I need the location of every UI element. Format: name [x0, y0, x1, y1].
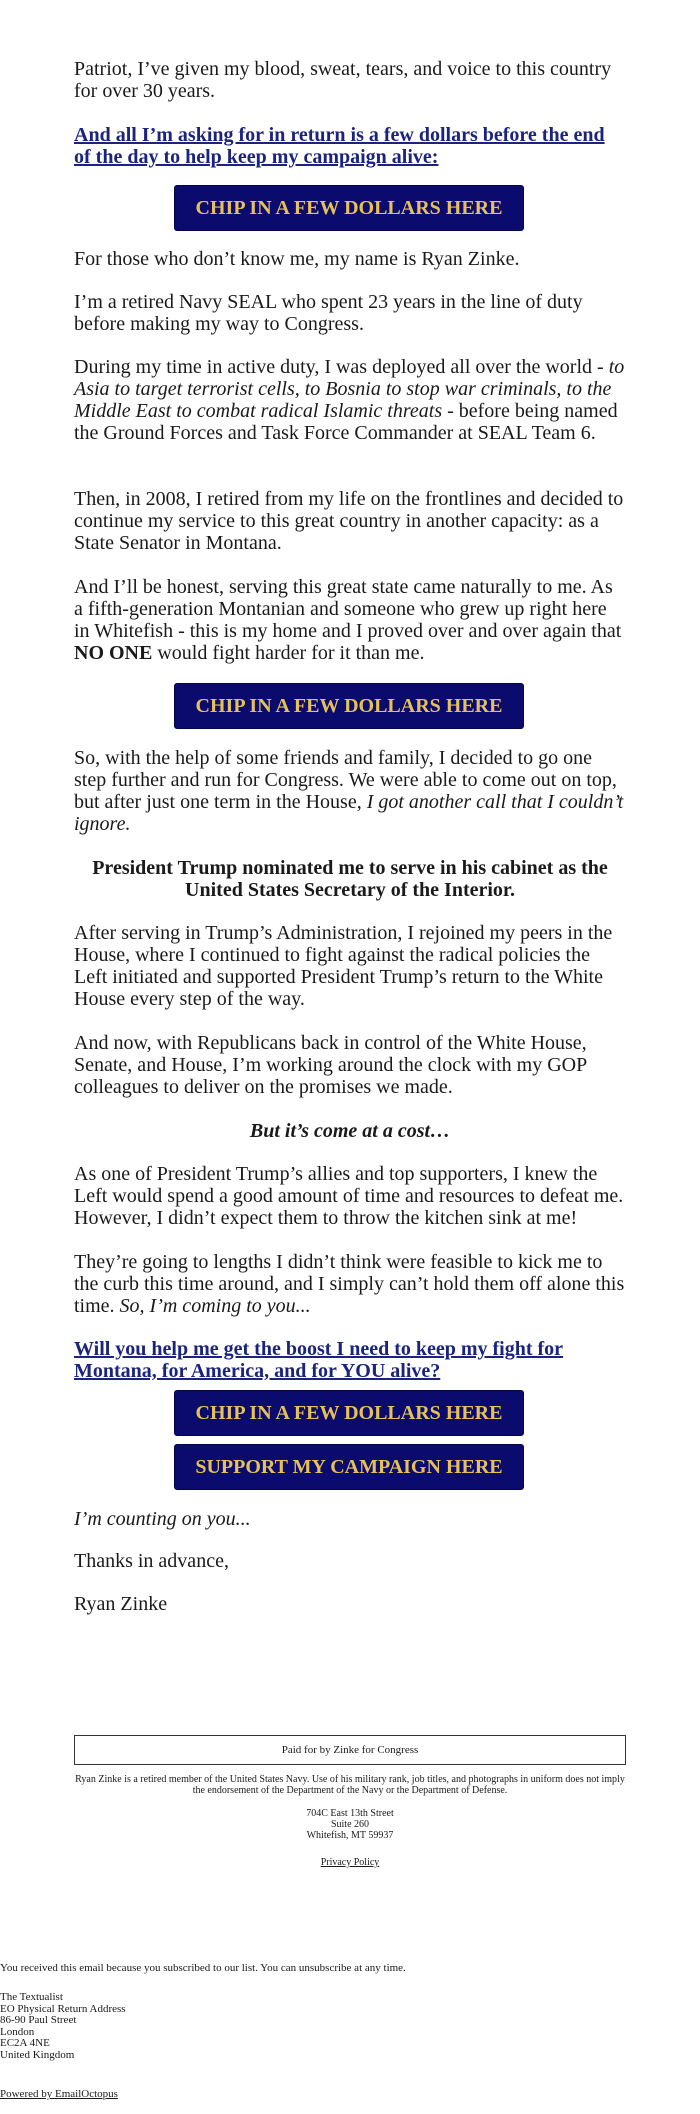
congress-text: So, with the help of some friends and family, I decided to go one step further and run for Congress. We were able to come out on top, but after just one term in the House,: [74, 747, 617, 813]
subscription-notice: You received this email because you subscribed to our list. You can unsubscribe at any time.: [0, 1962, 406, 1974]
chip-in-button-3[interactable]: CHIP IN A FEW DOLLARS HERE: [174, 1390, 524, 1436]
lengths-italic: So, I’m coming to you...: [119, 1295, 311, 1317]
intro-paragraph: Patriot, I’ve given my blood, sweat, tears, and voice to this country for over 30 years.: [74, 58, 612, 102]
lengths-paragraph: [74, 1251, 626, 1317]
privacy-wrapper: [74, 1857, 626, 1868]
address-line: 704C East 13th Street: [306, 1808, 394, 1819]
address-line: Whitefish, MT 59937: [306, 1830, 394, 1841]
allies-paragraph: As one of President Trump’s allies and top supporters, I knew the Left would spend a good amount of time and resources to defeat me. However, I didn’t expect them to throw the kitchen sink at me!: [74, 1163, 624, 1229]
privacy-policy-link[interactable]: Privacy Policy: [320, 1857, 380, 1868]
navy-seal-paragraph: I’m a retired Navy SEAL who spent 23 years in the line of duty before making my way to Congress.: [74, 291, 583, 335]
deployment-italic: to Asia to target terrorist cells, to Bosnia to stop war criminals, to the Middle East to combat radical Islamic threats: [74, 356, 625, 422]
ask-link-2[interactable]: Will you help me get the boost I need to keep my fight for Montana, for America, and for YOU alive?: [74, 1338, 564, 1382]
campaign-address: [74, 1808, 626, 1841]
sender-line: 86-90 Paul Street: [0, 2014, 77, 2026]
chip-in-button-2[interactable]: CHIP IN A FEW DOLLARS HERE: [174, 683, 524, 729]
chip-in-button-1[interactable]: CHIP IN A FEW DOLLARS HERE: [174, 185, 524, 231]
address-line: Suite 260: [330, 1819, 370, 1830]
support-campaign-button[interactable]: SUPPORT MY CAMPAIGN HERE: [174, 1444, 524, 1490]
retirement-paragraph: Then, in 2008, I retired from my life on the frontlines and decided to continue my service to this great country in another capacity: as a State Senator in Montana.: [74, 488, 624, 554]
sender-line: The Textualist: [0, 1991, 63, 2003]
sender-line: London: [0, 2025, 35, 2038]
cabinet-heading: President Trump nominated me to serve in his cabinet as the United States Secretary of the Interior.: [92, 857, 608, 901]
sender-line: United Kingdom: [0, 2048, 75, 2061]
paid-for-box: Paid for by Zinke for Congress: [74, 1735, 626, 1765]
sender-line: EO Physical Return Address: [0, 2002, 126, 2015]
powered-by-wrapper: [0, 2089, 118, 2101]
thanks-line: Thanks in advance,: [74, 1550, 229, 1572]
counting-line: I’m counting on you...: [74, 1508, 251, 1530]
congress-italic: I got another call that I couldn’t ignore.: [74, 791, 624, 835]
sender-line: EC2A 4NE: [0, 2037, 50, 2049]
disclaimer-text: Ryan Zinke is a retired member of the United States Navy. Use of his military rank, job titles, and photographs in uniform does not imply the endorsement of the Department of the Navy or the Department of Defense.: [75, 1774, 625, 1796]
deployment-paragraph: [74, 356, 626, 444]
intro-name-paragraph: For those who don’t know me, my name is Ryan Zinke.: [74, 248, 520, 270]
signature-line: Ryan Zinke: [74, 1593, 168, 1615]
congress-paragraph: [74, 747, 626, 835]
cost-heading: But it’s come at a cost…: [249, 1120, 451, 1142]
powered-by-link[interactable]: Powered by EmailOctopus: [0, 2088, 118, 2100]
montana-paragraph: [74, 576, 626, 664]
deployment-text-end: - before being named the Ground Forces and Task Force Commander at SEAL Team 6.: [74, 400, 618, 444]
no-one-bold: NO ONE: [74, 642, 153, 664]
montana-text: And I’ll be honest, serving this great state came naturally to me. As a fifth-generation Montanian and someone who grew up right here in Whitefish - this is my home and I proved over and over again that: [74, 576, 622, 642]
gop-paragraph: And now, with Republicans back in control of the White House, Senate, and House, I’m working around the clock with my GOP colleagues to deliver on the promises we made.: [74, 1032, 587, 1098]
deployment-text: During my time in active duty, I was deployed all over the world -: [74, 356, 609, 378]
sender-address: [0, 1992, 126, 2061]
administration-paragraph: After serving in Trump’s Administration, I rejoined my peers in the House, where I continued to fight against the radical policies the Left initiated and supported President Trump’s return to the White House every step of the way.: [74, 922, 613, 1010]
montana-text-end: would fight harder for it than me.: [152, 642, 425, 664]
ask-link-1[interactable]: And all I’m asking for in return is a few dollars before the end of the day to help keep my campaign alive:: [74, 124, 605, 168]
lengths-text: They’re going to lengths I didn’t think were feasible to kick me to the curb this time around, and I simply can’t hold them off alone this time.: [74, 1251, 625, 1317]
